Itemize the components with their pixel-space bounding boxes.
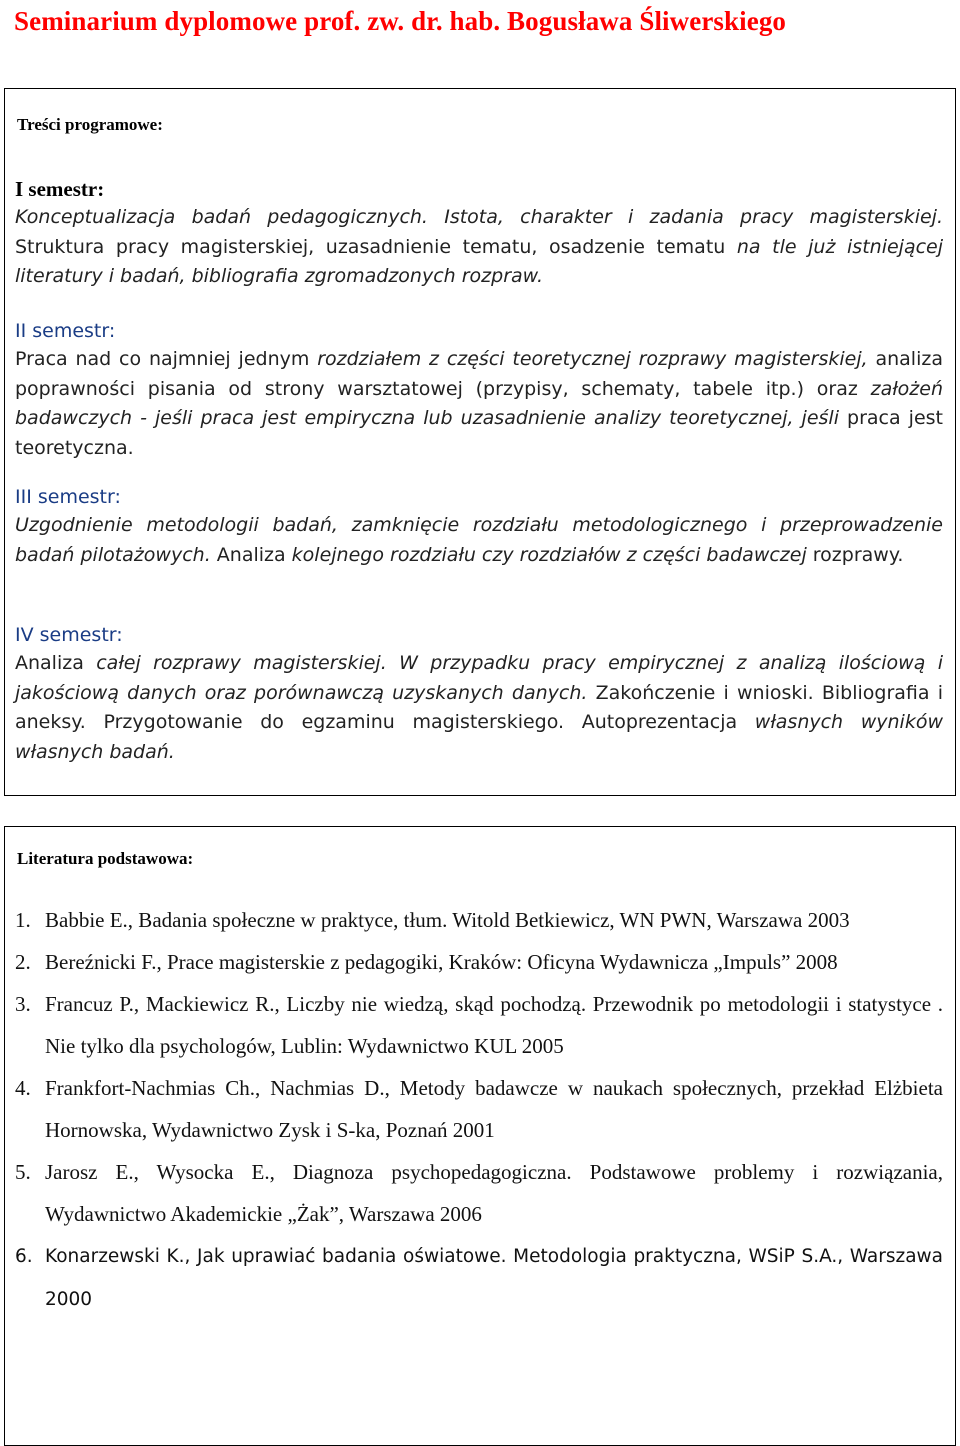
literature-list [15, 899, 943, 1321]
semester-3-text-3: kolejnego rozdziału czy rozdziałów z części badawczej [291, 543, 807, 566]
literature-item [15, 1235, 943, 1321]
program-content-box [4, 88, 956, 796]
semester-4-heading: IV semestr: [15, 624, 123, 646]
semester-3-body [15, 511, 943, 570]
program-label: Treści programowe: [17, 115, 163, 134]
literature-item-text: Jarosz E., Wysocka E., Diagnoza psychopedagogiczna. Podstawowe problemy i rozwiązania, Wydawnictwo Akademickie „Żak”, Warszawa 2006 [45, 1160, 943, 1226]
literature-item-number: 6. [15, 1246, 33, 1267]
literature-item-text: Konarzewski K., Jak uprawiać badania oświatowe. Metodologia praktyczna, WSiP S.A., Warszawa 2000 [45, 1246, 943, 1310]
semester-2-body [15, 345, 943, 463]
semester-2 [15, 317, 943, 463]
semester-2-text-1: Praca nad co najmniej jednym [15, 348, 318, 370]
literature-item [15, 1151, 943, 1235]
literature-item-number: 3. [15, 992, 31, 1016]
page-title: Seminarium dyplomowe prof. zw. dr. hab. Bogusława Śliwerskiego [14, 6, 787, 36]
semester-4-text-2: całej rozprawy magisterskiej. W przypadku pracy empirycznej z analizą ilościową i jakościową danych oraz porównawczą uzyskanych danych. [15, 652, 943, 704]
semester-3-text-1: Uzgodnienie metodologii badań, zamknięcie rozdziału metodologicznego i przeprowadzenie badań pilotażowych. [15, 514, 943, 566]
semester-2-heading: II semestr: [15, 320, 116, 342]
semester-4-text-4: własnych wyników własnych badań. [15, 711, 944, 763]
semester-4-text-3: Zakończenie i wnioski. Bibliografia i aneksy. Przygotowanie do egzaminu magisterskiego. Autoprezentacja [15, 681, 943, 733]
semester-1-body [15, 203, 943, 292]
literature-item-number: 5. [15, 1160, 31, 1184]
semester-3-heading: III semestr: [15, 486, 121, 508]
semester-2-text-4: założeń badawczych - jeśli praca jest empiryczna lub uzasadnienie analizy teoretycznej, jeśli [15, 377, 943, 429]
literature-item-number: 4. [15, 1076, 31, 1100]
semester-1-text-2: Struktura pracy magisterskiej, uzasadnienie tematu, osadzenie tematu [15, 235, 737, 258]
literature-item-text: Frankfort-Nachmias Ch., Nachmias D., Metody badawcze w naukach społecznych, przekład Elżbieta Hornowska, Wydawnictwo Zysk i S-ka, Poznań 2001 [45, 1076, 943, 1142]
semester-3-text-4: rozprawy. [806, 543, 904, 566]
literature-item-text: Bereźnicki F., Prace magisterskie z pedagogiki, Kraków: Oficyna Wydawnicza „Impuls” 2008 [45, 950, 838, 974]
semester-1-text-3: na tle już istniejącej literatury i badań, bibliografia zgromadzonych rozpraw. [15, 235, 943, 287]
literature-item-text: Babbie E., Badania społeczne w praktyce, tłum. Witold Betkiewicz, WN PWN, Warszawa 2003 [45, 908, 850, 932]
literature-item [15, 1067, 943, 1151]
literature-item [15, 941, 943, 983]
semester-1-heading: I semestr: [15, 177, 105, 201]
literature-label: Literatura podstawowa: [17, 849, 194, 868]
semester-2-text-2: rozdziałem z części teoretycznej rozprawy magisterskiej, [317, 348, 868, 370]
semester-1 [15, 175, 943, 292]
semester-1-text-1: Konceptualizacja badań pedagogicznych. Istota, charakter i zadania pracy magisterskiej. [15, 206, 943, 228]
literature-item-number: 2. [15, 950, 31, 974]
literature-item-number: 1. [15, 908, 31, 932]
semester-3 [15, 483, 943, 570]
semester-4-body [15, 649, 943, 767]
semester-3-text-2: Analiza [210, 543, 292, 566]
literature-box [4, 826, 956, 1446]
semester-2-text-5: praca jest teoretyczna. [15, 407, 943, 459]
literature-item-text: Francuz P., Mackiewicz R., Liczby nie wiedzą, skąd pochodzą. Przewodnik po metodologii i statystyce . Nie tylko dla psychologów, Lublin: Wydawnictwo KUL 2005 [45, 992, 943, 1058]
semester-4 [15, 621, 943, 767]
literature-item [15, 899, 943, 941]
semester-4-text-1: Analiza [15, 652, 97, 674]
semester-2-text-3: analiza poprawności pisania od strony warsztatowej (przypisy, schematy, tabele itp.) oraz [15, 348, 943, 400]
literature-item [15, 983, 943, 1067]
